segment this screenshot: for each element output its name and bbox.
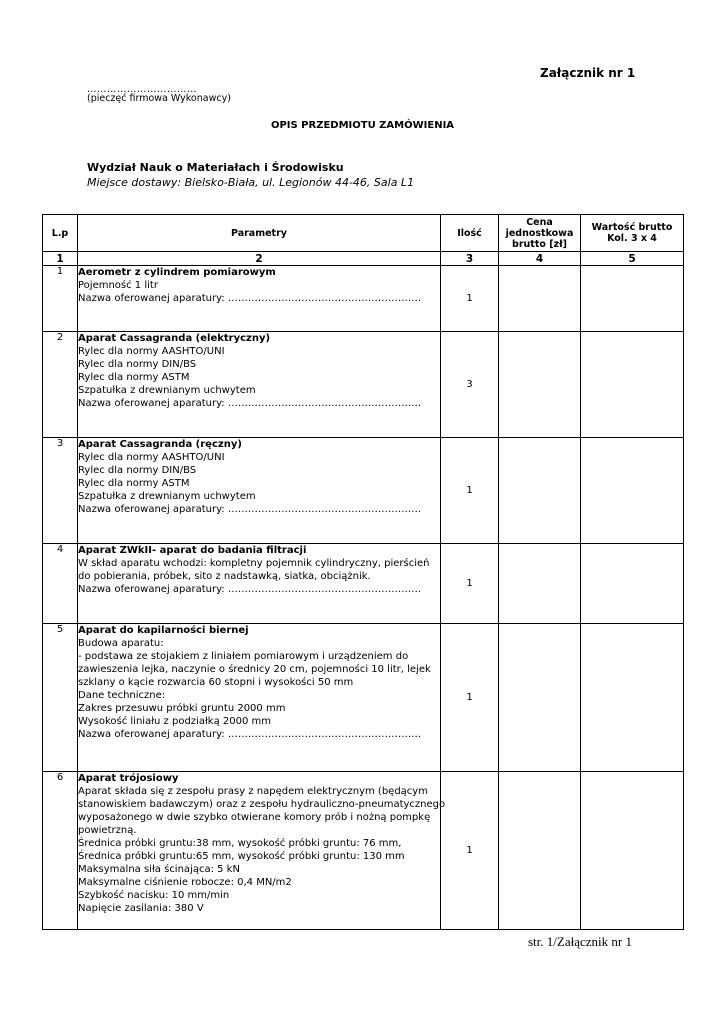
- col-number: 3: [441, 252, 499, 266]
- column-number-row: [43, 252, 684, 266]
- parameter-line: Szpatułka z drewnianym uchwytem: [78, 385, 256, 396]
- row-quantity: 3: [441, 332, 499, 438]
- parameter-line: Średnica próbki gruntu:38 mm, wysokość próbki gruntu: 76 mm,: [78, 838, 402, 849]
- total-value-cell[interactable]: [581, 624, 684, 772]
- parameter-line: zawieszenia lejka, naczynie o średnicy 20 cm, pojemności 10 litr, lejek: [78, 664, 431, 675]
- table-row: [43, 772, 684, 930]
- item-title: Aerometr z cylindrem pomiarowym: [78, 267, 276, 278]
- unit-price-cell[interactable]: [499, 544, 581, 624]
- parameter-line: Aparat składa się z zespołu prasy z napędem elektrycznym (będącym: [78, 786, 428, 797]
- table-row: [43, 332, 684, 438]
- row-number: 3: [43, 438, 78, 544]
- row-number: 6: [43, 772, 78, 930]
- parameter-line: Zakres przesuwu próbki gruntu 2000 mm: [78, 703, 286, 714]
- col-number: 4: [499, 252, 581, 266]
- row-parameters: [78, 624, 441, 772]
- parameter-line: - podstawa ze stojakiem z liniałem pomiarowym i urządzeniem do: [78, 651, 409, 662]
- parameter-line: Rylec dla normy DIN/BS: [78, 465, 197, 476]
- unit-price-cell[interactable]: [499, 438, 581, 544]
- row-parameters: [78, 772, 446, 930]
- col-header-qty: Ilość: [441, 215, 499, 252]
- row-number: 4: [43, 544, 78, 624]
- parameter-line: Nazwa oferowanej aparatury: ………………………………………………….: [78, 398, 422, 409]
- parameter-line: Napięcie zasilania: 380 V: [78, 903, 204, 914]
- row-parameters: [78, 438, 441, 544]
- total-value-cell[interactable]: [581, 544, 684, 624]
- items-table: [42, 214, 684, 930]
- col-number: 5: [581, 252, 684, 266]
- parameter-line: wyposażonego w dwie szybko otwierane komory prób i nożną pompkę: [78, 812, 431, 823]
- item-title: Aparat Cassagranda (ręczny): [78, 439, 242, 450]
- total-value-cell[interactable]: [581, 332, 684, 438]
- row-number: 5: [43, 624, 78, 772]
- unit-price-cell[interactable]: [499, 266, 581, 332]
- item-title: Aparat ZWkII- aparat do badania filtracji: [78, 545, 307, 556]
- parameter-line: Szybkość nacisku: 10 mm/min: [78, 890, 230, 901]
- stamp-label: (pieczęć firmowa Wykonawcy): [87, 93, 231, 104]
- col-header-value: [581, 215, 684, 252]
- parameter-line: stanowiskiem badawczym) oraz z zespołu hydrauliczno-pneumatycznego: [78, 799, 446, 810]
- parameter-line: Nazwa oferowanej aparatury: ………………………………………………….: [78, 293, 422, 304]
- total-value-cell[interactable]: [581, 266, 684, 332]
- unit-price-cell[interactable]: [499, 332, 581, 438]
- row-quantity: 1: [441, 624, 499, 772]
- unit-price-line: brutto [zł]: [512, 238, 567, 250]
- table-row: [43, 266, 684, 332]
- page-footer: str. 1/Załącznik nr 1: [528, 934, 632, 949]
- table-row: [43, 544, 684, 624]
- item-title: Aparat trójosiowy: [78, 773, 179, 784]
- stamp-dots: ……………………………: [87, 84, 197, 95]
- document-title: OPIS PRZEDMIOTU ZAMÓWIENIA: [270, 120, 455, 131]
- col-number: 2: [78, 252, 441, 266]
- total-value-cell[interactable]: [581, 772, 684, 930]
- parameter-line: Szpatułka z drewnianym uchwytem: [78, 491, 256, 502]
- parameter-line: Rylec dla normy AASHTO/UNI: [78, 346, 225, 357]
- unit-price-line: Cena: [526, 216, 553, 228]
- table-row: [43, 438, 684, 544]
- table-header-row: [43, 215, 684, 252]
- parameter-line: Rylec dla normy ASTM: [78, 372, 190, 383]
- parameter-line: Nazwa oferowanej aparatury: ………………………………………………….: [78, 504, 422, 515]
- parameter-line: W skład aparatu wchodzi: kompletny pojemnik cylindryczny, pierścień: [78, 558, 430, 569]
- parameter-line: Dane techniczne:: [78, 690, 166, 701]
- delivery-place: Miejsce dostawy: Bielsko-Biała, ul. Legionów 44-46, Sala L1: [87, 176, 415, 189]
- row-parameters: [78, 266, 441, 332]
- parameter-line: Średnica próbki gruntu:65 mm, wysokość próbki gruntu: 130 mm: [78, 851, 405, 862]
- parameter-line: Rylec dla normy AASHTO/UNI: [78, 452, 225, 463]
- attachment-label: Załącznik nr 1: [540, 66, 636, 80]
- parameter-line: powietrzną.: [78, 825, 137, 836]
- item-title: Aparat do kapilarności biernej: [78, 625, 249, 636]
- parameter-line: szklany o kącie rozwarcia 60 stopni i wysokości 50 mm: [78, 677, 354, 688]
- row-number: 1: [43, 266, 78, 332]
- row-quantity: 1: [441, 772, 499, 930]
- row-parameters: [78, 332, 441, 438]
- parameter-line: Budowa aparatu:: [78, 638, 164, 649]
- col-header-unit-price: [499, 215, 581, 252]
- department-name: Wydział Nauk o Materiałach i Środowisku: [87, 161, 344, 174]
- row-number: 2: [43, 332, 78, 438]
- row-parameters: [78, 544, 441, 624]
- value-line: Kol. 3 x 4: [607, 233, 657, 244]
- parameter-line: Rylec dla normy DIN/BS: [78, 359, 197, 370]
- col-number: 1: [43, 252, 78, 266]
- col-header-params: Parametry: [78, 215, 441, 252]
- row-quantity: 1: [441, 266, 499, 332]
- row-quantity: 1: [441, 544, 499, 624]
- parameter-line: Nazwa oferowanej aparatury: ………………………………………………….: [78, 729, 422, 740]
- unit-price-cell[interactable]: [499, 772, 581, 930]
- unit-price-line: jednostkowa: [505, 227, 574, 239]
- parameter-line: Nazwa oferowanej aparatury: ………………………………………………….: [78, 584, 422, 595]
- parameter-line: do pobierania, próbek, sito z nadstawką, siatka, obciążnik.: [78, 571, 371, 582]
- col-header-lp: L.p: [43, 215, 78, 252]
- parameter-line: Maksymalne ciśnienie robocze: 0,4 MN/m2: [78, 877, 292, 888]
- table-row: [43, 624, 684, 772]
- parameter-line: Maksymalna siła ścinająca: 5 kN: [78, 864, 240, 875]
- row-quantity: 1: [441, 438, 499, 544]
- parameter-line: Wysokość liniału z podziałką 2000 mm: [78, 716, 272, 727]
- item-title: Aparat Cassagranda (elektryczny): [78, 333, 271, 344]
- value-line: Wartość brutto: [591, 222, 673, 233]
- parameter-line: Pojemność 1 litr: [78, 280, 158, 291]
- parameter-line: Rylec dla normy ASTM: [78, 478, 190, 489]
- unit-price-cell[interactable]: [499, 624, 581, 772]
- total-value-cell[interactable]: [581, 438, 684, 544]
